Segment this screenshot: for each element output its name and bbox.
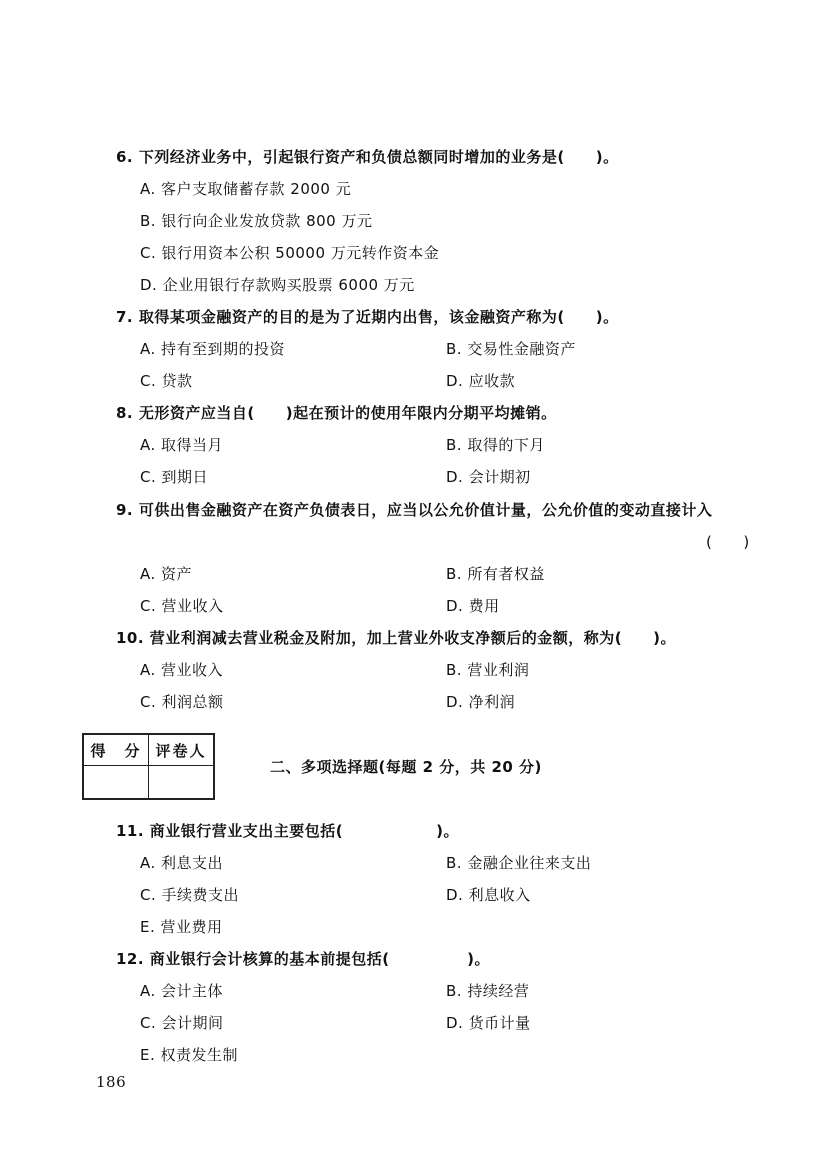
- section-2-title: 二、多项选择题(每题 2 分，共 20 分): [270, 758, 542, 776]
- question-8-option-c: C. 到期日: [140, 468, 209, 486]
- question-11-option-a: A. 利息支出: [140, 854, 224, 872]
- question-10-option-b: B. 营业利润: [446, 661, 530, 679]
- question-7-option-c: C. 贷款: [140, 372, 193, 390]
- question-7-option-d: D. 应收款: [446, 372, 516, 390]
- question-9-option-b: B. 所有者权益: [446, 565, 545, 583]
- question-11-stem: 11. 商业银行营业支出主要包括( )。: [116, 822, 460, 840]
- question-12-option-c: C. 会计期间: [140, 1014, 224, 1032]
- score-label: 得 分: [83, 734, 149, 766]
- question-9-option-c: C. 营业收入: [140, 597, 224, 615]
- question-7-stem: 7. 取得某项金融资产的目的是为了近期内出售，该金融资产称为( )。: [116, 308, 619, 326]
- question-10-option-c: C. 利润总额: [140, 693, 224, 711]
- question-7-option-b: B. 交易性金融资产: [446, 340, 576, 358]
- question-6-option-a: A. 客户支取储蓄存款 2000 元: [140, 180, 352, 198]
- question-7-option-a: A. 持有至到期的投资: [140, 340, 286, 358]
- question-11-option-c: C. 手续费支出: [140, 886, 240, 904]
- page-number: 186: [96, 1073, 127, 1091]
- question-9-answer-blank: ( ): [706, 533, 750, 551]
- question-12-stem: 12. 商业银行会计核算的基本前提包括( )。: [116, 950, 491, 968]
- grader-input-cell: [149, 766, 215, 800]
- score-box: [82, 733, 215, 800]
- question-8-stem: 8. 无形资产应当自( )起在预计的使用年限内分期平均摊销。: [116, 404, 557, 422]
- question-11-option-d: D. 利息收入: [446, 886, 531, 904]
- score-input-cell: [83, 766, 149, 800]
- question-6-stem: 6. 下列经济业务中，引起银行资产和负债总额同时增加的业务是( )。: [116, 148, 619, 166]
- question-10-stem: 10. 营业利润减去营业税金及附加，加上营业外收支净额后的金额，称为( )。: [116, 629, 677, 647]
- question-12-option-e: E. 权责发生制: [140, 1046, 239, 1064]
- question-6-option-c: C. 银行用资本公积 50000 万元转作资本金: [140, 244, 440, 262]
- question-8-option-d: D. 会计期初: [446, 468, 531, 486]
- question-10-option-d: D. 净利润: [446, 693, 516, 711]
- question-8-option-b: B. 取得的下月: [446, 436, 545, 454]
- question-12-option-a: A. 会计主体: [140, 982, 224, 1000]
- question-12-option-b: B. 持续经营: [446, 982, 530, 1000]
- question-6-option-d: D. 企业用银行存款购买股票 6000 万元: [140, 276, 415, 294]
- question-9-option-a: A. 资产: [140, 565, 193, 583]
- question-10-option-a: A. 营业收入: [140, 661, 224, 679]
- question-12-option-d: D. 货币计量: [446, 1014, 531, 1032]
- question-9-option-d: D. 费用: [446, 597, 500, 615]
- question-8-option-a: A. 取得当月: [140, 436, 224, 454]
- question-9-stem: 9. 可供出售金融资产在资产负债表日，应当以公允价值计量，公允价值的变动直接计入: [116, 501, 713, 519]
- grader-label: 评卷人: [149, 734, 215, 766]
- question-11-option-e: E. 营业费用: [140, 918, 223, 936]
- question-11-option-b: B. 金融企业往来支出: [446, 854, 592, 872]
- question-6-option-b: B. 银行向企业发放贷款 800 万元: [140, 212, 373, 230]
